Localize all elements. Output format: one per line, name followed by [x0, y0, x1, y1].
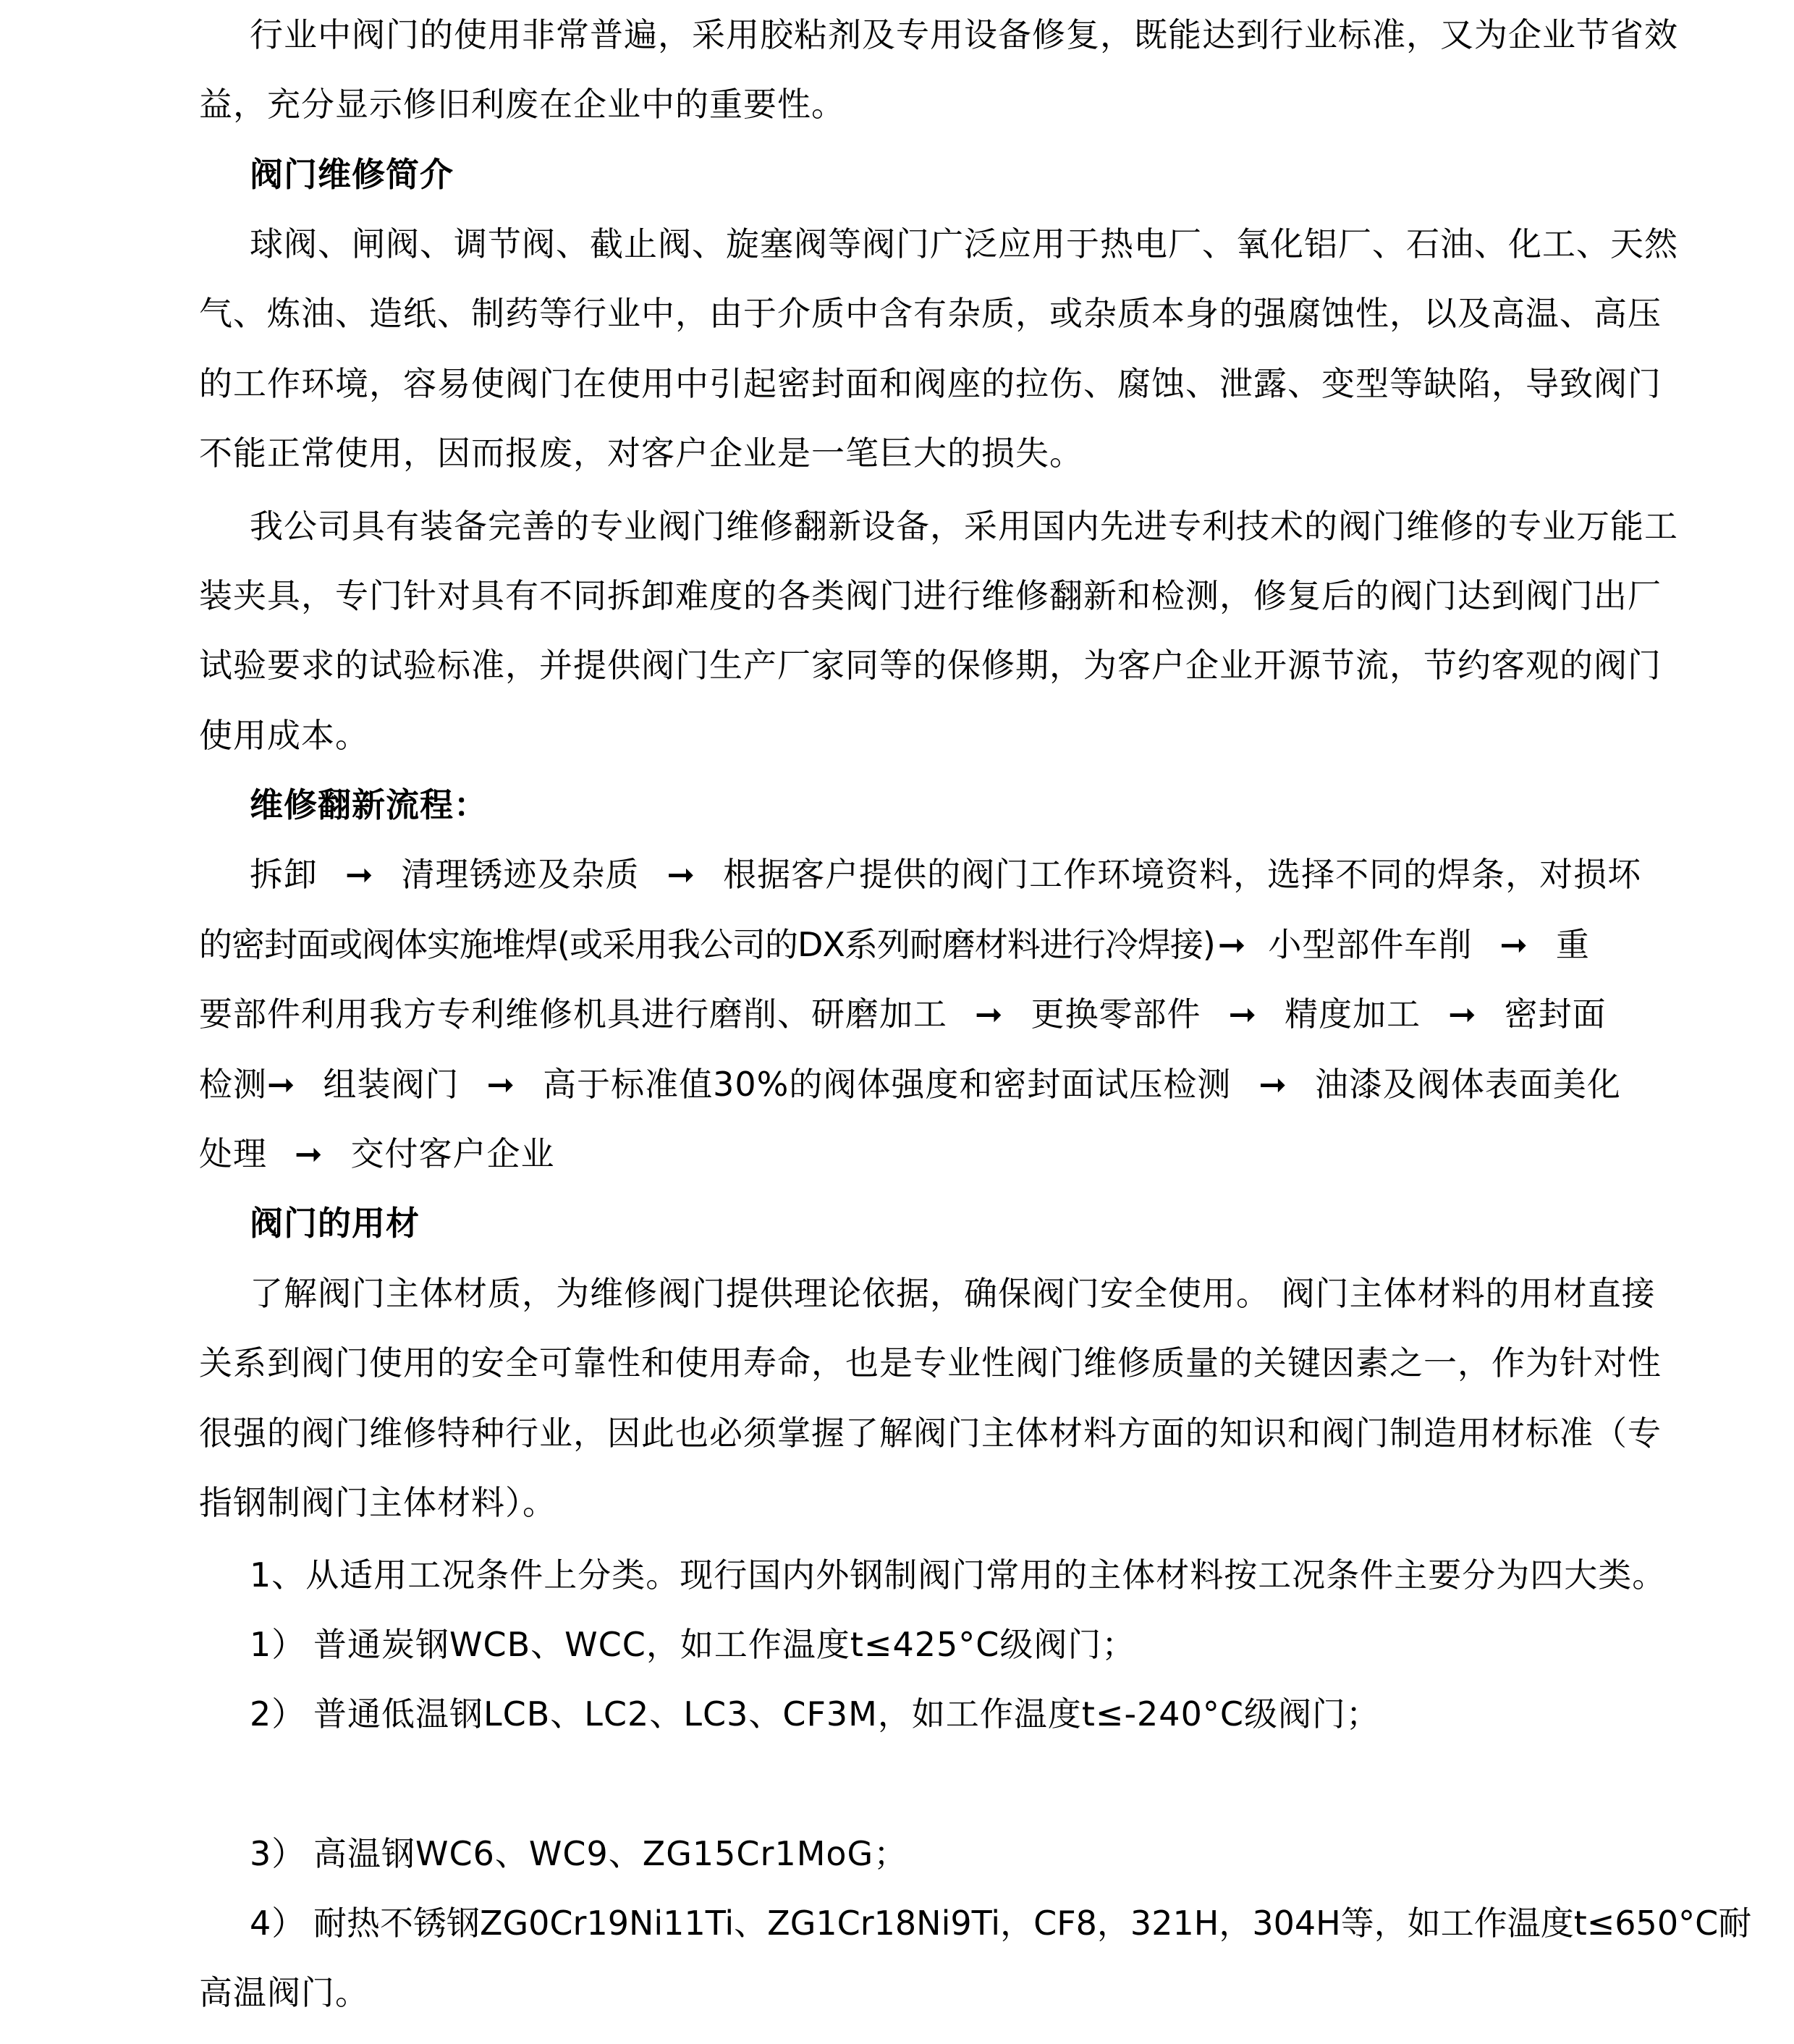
- process-step: 检测: [199, 1065, 267, 1104]
- item-number: 3）: [250, 1834, 306, 1873]
- paragraph-line: 装夹具，专门针对具有不同拆卸难度的各类阀门进行维修翻新和检测，修复后的阀门达到阀门出厂: [199, 576, 1662, 615]
- item-text: 高温钢WC6、WC9、ZG15Cr1MoG；: [313, 1834, 908, 1873]
- material-item-3: [250, 1819, 1646, 1888]
- process-step: 清理锈迹及杂质: [401, 855, 640, 894]
- item-number: 4）: [250, 1904, 306, 1943]
- arrow-right-icon: ➞: [975, 994, 1004, 1034]
- paragraph-line: 不能正常使用，因而报废，对客户企业是一笔巨大的损失。: [199, 434, 1083, 473]
- process-step: 重: [1555, 925, 1590, 964]
- arrow-right-icon: ➞: [1258, 1065, 1287, 1104]
- process-step: 处理: [199, 1134, 267, 1173]
- section-heading-repair-process: 维修翻新流程：: [250, 785, 488, 824]
- material-item-1: [250, 1610, 1646, 1679]
- section-heading-valve-materials: 阀门的用材: [250, 1204, 420, 1243]
- process-step: 交付客户企业: [350, 1134, 555, 1173]
- section-heading-valve-repair-intro: 阀门维修简介: [250, 155, 454, 194]
- paragraph-line: 试验要求的试验标准，并提供阀门生产厂家同等的保修期，为客户企业开源节流，节约客观的阀门: [199, 646, 1662, 685]
- process-step: 密封面: [1504, 994, 1607, 1034]
- material-item-4: [250, 1888, 1752, 1958]
- paragraph-line: 我公司具有装备完善的专业阀门维修翻新设备，采用国内先进专利技术的阀门维修的专业万能工: [250, 507, 1678, 546]
- process-step: 高于标准值30%的阀体强度和密封面试压检测: [543, 1065, 1232, 1104]
- paragraph-line: 指钢制阀门主体材料）。: [199, 1483, 557, 1522]
- paragraph-line: 了解阀门主体材质，为维修阀门提供理论依据，确保阀门安全使用。 阀门主体材料的用材直接: [250, 1274, 1656, 1313]
- process-step: 油漆及阀体表面美化: [1314, 1065, 1621, 1104]
- intro-line-2: 益，充分显示修旧利废在企业中的重要性。: [199, 85, 845, 124]
- process-step: 更换零部件: [1031, 994, 1201, 1034]
- process-step: 精度加工: [1285, 994, 1421, 1034]
- arrow-right-icon: ➞: [1499, 925, 1528, 964]
- process-line-3: [199, 979, 1607, 1049]
- material-item-2: [250, 1679, 1646, 1749]
- process-step: 拆卸: [250, 855, 318, 894]
- paragraph-line: 气、炼油、造纸、制药等行业中，由于介质中含有杂质，或杂质本身的强腐蚀性，以及高温、高压: [199, 294, 1662, 333]
- arrow-right-icon: ➞: [1228, 994, 1258, 1034]
- arrow-right-icon: ➞: [486, 1065, 516, 1104]
- intro-line-1: 行业中阀门的使用非常普遍，采用胶粘剂及专用设备修复，既能达到行业标准，又为企业节省效: [250, 15, 1678, 54]
- process-step: 要部件利用我方专利维修机具进行磨削、研磨加工: [199, 994, 947, 1034]
- item-number: 1）: [250, 1625, 306, 1664]
- item-text: 普通低温钢LCB、LC2、LC3、CF3M，如工作温度t≤-240°C级阀门；: [313, 1694, 1380, 1733]
- arrow-right-icon: ➞: [1217, 925, 1247, 964]
- process-step: 的密封面或阀体实施堆焊(或采用我公司的DX系列耐磨材料进行冷焊接): [199, 925, 1215, 964]
- arrow-right-icon: ➞: [345, 855, 374, 894]
- arrow-right-icon: ➞: [1448, 994, 1477, 1034]
- paragraph-line: 关系到阀门使用的安全可靠性和使用寿命，也是专业性阀门维修质量的关键因素之一，作为针对性: [199, 1343, 1662, 1382]
- process-line-2: [199, 910, 1596, 979]
- process-line-4: [199, 1050, 1621, 1119]
- arrow-right-icon: ➞: [267, 1065, 296, 1104]
- process-line-1: [250, 840, 1646, 909]
- item-text: 耐热不锈钢ZG0Cr19Ni11Ti、ZG1Cr18Ni9Ti，CF8，321H，304H等，如工作温度t≤650°C耐: [313, 1904, 1752, 1943]
- item-text: 普通炭钢WCB、WCC，如工作温度t≤425°C级阀门；: [313, 1625, 1136, 1664]
- paragraph-line: 使用成本。: [199, 716, 369, 755]
- process-step: 小型部件车削: [1268, 925, 1473, 964]
- item-number: 2）: [250, 1694, 306, 1733]
- paragraph-line: 的工作环境，容易使阀门在使用中引起密封面和阀座的拉伤、腐蚀、泄露、变型等缺陷，导致阀门: [199, 364, 1662, 403]
- arrow-right-icon: ➞: [667, 855, 696, 894]
- process-step: 根据客户提供的阀门工作环境资料，选择不同的焊条，对损坏: [723, 855, 1642, 894]
- paragraph-line: 球阀、闸阀、调节阀、截止阀、旋塞阀等阀门广泛应用于热电厂、氧化铝厂、石油、化工、天然: [250, 224, 1678, 263]
- process-line-5: [199, 1119, 1596, 1188]
- paragraph-line: 很强的阀门维修特种行业，因此也必须掌握了解阀门主体材料方面的知识和阀门制造用材标准（专: [199, 1414, 1662, 1453]
- material-item-4-continuation: 高温阀门。: [199, 1973, 369, 2012]
- arrow-right-icon: ➞: [295, 1134, 323, 1173]
- classification-line: 1、从适用工况条件上分类。现行国内外钢制阀门常用的主体材料按工况条件主要分为四大类。: [250, 1555, 1667, 1595]
- process-step: 组装阀门: [323, 1065, 460, 1104]
